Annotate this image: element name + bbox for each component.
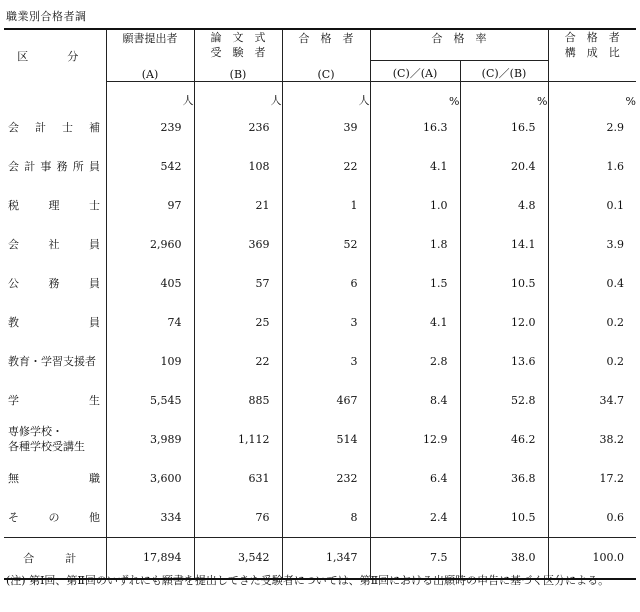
total-ca: 7.5 bbox=[370, 537, 460, 579]
row-c: 39 bbox=[282, 108, 370, 147]
row-share: 0.6 bbox=[606, 510, 624, 524]
row-label-line1: 専修学校・ bbox=[8, 425, 63, 438]
occupation-table bbox=[4, 28, 636, 580]
table-row bbox=[4, 108, 636, 147]
row-b: 108 bbox=[194, 147, 282, 186]
row-label-text: 会 計 事 務 所 員 bbox=[8, 160, 100, 173]
row-share: 1.6 bbox=[606, 159, 624, 173]
row-a: 109 bbox=[106, 342, 194, 381]
row-c: 1 bbox=[282, 186, 370, 225]
row-label bbox=[4, 147, 106, 186]
row-label bbox=[4, 381, 106, 420]
unit-cell: 人 bbox=[106, 81, 194, 108]
table-row bbox=[4, 498, 636, 538]
row-ca: 8.4 bbox=[370, 381, 460, 420]
row-a: 3,600 bbox=[106, 459, 194, 498]
row-share: 17.2 bbox=[599, 471, 624, 485]
row-b: 22 bbox=[194, 342, 282, 381]
total-c: 1,347 bbox=[282, 537, 370, 579]
table-title: 職業別合格者調 bbox=[6, 10, 87, 23]
row-a: 3,989 bbox=[106, 420, 194, 459]
table-row bbox=[4, 264, 636, 303]
unit-cell: 人 bbox=[194, 81, 282, 108]
unit-cell: 人 bbox=[282, 81, 370, 108]
row-cb: 46.2 bbox=[460, 420, 548, 459]
row-c: 3 bbox=[282, 342, 370, 381]
footnote bbox=[6, 573, 634, 588]
table-body bbox=[4, 108, 636, 538]
row-cb: 36.8 bbox=[460, 459, 548, 498]
row-cb: 20.4 bbox=[460, 147, 548, 186]
row-share: 0.1 bbox=[606, 198, 624, 212]
total-label: 合 計 bbox=[4, 537, 106, 579]
table-row bbox=[4, 420, 636, 459]
row-cb: 12.0 bbox=[460, 303, 548, 342]
table-row bbox=[4, 303, 636, 342]
header-share-line2: 構 成 比 bbox=[564, 46, 620, 59]
row-label bbox=[4, 420, 106, 459]
table-row bbox=[4, 147, 636, 186]
unit-cell: % bbox=[370, 81, 460, 108]
row-label-text: 教 員 bbox=[8, 316, 100, 329]
table-row bbox=[4, 459, 636, 498]
total-cb: 38.0 bbox=[460, 537, 548, 579]
header-rate-ca: (C)／(A) bbox=[370, 60, 460, 81]
row-cb: 16.5 bbox=[460, 108, 548, 147]
row-label-text: 学 生 bbox=[8, 394, 100, 407]
row-ca: 12.9 bbox=[370, 420, 460, 459]
row-ca: 2.8 bbox=[370, 342, 460, 381]
row-c: 3 bbox=[282, 303, 370, 342]
units-row bbox=[4, 81, 636, 108]
row-label bbox=[4, 108, 106, 147]
row-label-text: 税 理 士 bbox=[8, 199, 100, 212]
row-ca: 6.4 bbox=[370, 459, 460, 498]
unit-cell: % bbox=[625, 94, 636, 108]
row-b: 631 bbox=[194, 459, 282, 498]
row-a: 97 bbox=[106, 186, 194, 225]
row-share: 0.2 bbox=[606, 354, 624, 368]
row-b: 76 bbox=[194, 498, 282, 538]
row-share: 0.2 bbox=[606, 315, 624, 329]
row-ca: 16.3 bbox=[370, 108, 460, 147]
header-passed-code: (C) bbox=[282, 60, 370, 81]
row-cb: 14.1 bbox=[460, 225, 548, 264]
row-b: 236 bbox=[194, 108, 282, 147]
row-a: 239 bbox=[106, 108, 194, 147]
header-share-blank bbox=[548, 60, 636, 81]
units-blank bbox=[4, 81, 106, 108]
row-b: 25 bbox=[194, 303, 282, 342]
row-b: 21 bbox=[194, 186, 282, 225]
row-label-text: 会 計 士 補 bbox=[8, 121, 100, 134]
row-cb: 13.6 bbox=[460, 342, 548, 381]
row-c: 52 bbox=[282, 225, 370, 264]
table-row bbox=[4, 381, 636, 420]
row-c: 8 bbox=[282, 498, 370, 538]
row-ca: 4.1 bbox=[370, 147, 460, 186]
row-c: 22 bbox=[282, 147, 370, 186]
row-a: 542 bbox=[106, 147, 194, 186]
row-label bbox=[4, 264, 106, 303]
row-share: 34.7 bbox=[599, 393, 624, 407]
header-examinees bbox=[194, 29, 282, 60]
row-c: 232 bbox=[282, 459, 370, 498]
row-label bbox=[4, 186, 106, 225]
row-a: 5,545 bbox=[106, 381, 194, 420]
row-share: 38.2 bbox=[599, 432, 624, 446]
row-cb: 52.8 bbox=[460, 381, 548, 420]
header-rate: 合 格 率 bbox=[370, 29, 548, 60]
header-share-line1: 合 格 者 bbox=[564, 31, 620, 44]
row-cb: 10.5 bbox=[460, 264, 548, 303]
row-label-text: 会 社 員 bbox=[8, 238, 100, 251]
row-share: 2.9 bbox=[606, 120, 624, 134]
header-category: 区 分 bbox=[4, 29, 106, 81]
header-examinees-line2: 受 験 者 bbox=[210, 46, 266, 59]
header-applicants: 願書提出者 bbox=[106, 29, 194, 60]
row-a: 334 bbox=[106, 498, 194, 538]
header-applicants-code: (A) bbox=[106, 60, 194, 81]
row-cb: 10.5 bbox=[460, 498, 548, 538]
row-ca: 1.8 bbox=[370, 225, 460, 264]
row-label bbox=[4, 303, 106, 342]
header-examinees-line1: 論 文 式 bbox=[210, 31, 266, 44]
header-passed: 合 格 者 bbox=[282, 29, 370, 60]
footnote-text: (注) 第Ⅰ回、第Ⅱ回のいずれにも願書を提出してきた受験者については、第Ⅱ回における出願時の申告に基づく区分による。 bbox=[6, 574, 610, 587]
row-b: 1,112 bbox=[194, 420, 282, 459]
row-label bbox=[4, 342, 106, 381]
row-b: 369 bbox=[194, 225, 282, 264]
row-label-text: 無 職 bbox=[8, 472, 100, 485]
header-examinees-code: (B) bbox=[194, 60, 282, 81]
row-label-text: 教育・学習支援者 bbox=[8, 355, 96, 368]
row-ca: 1.0 bbox=[370, 186, 460, 225]
row-share: 0.4 bbox=[606, 276, 624, 290]
row-label-text: 公 務 員 bbox=[8, 277, 100, 290]
table-row bbox=[4, 186, 636, 225]
row-label bbox=[4, 459, 106, 498]
row-label bbox=[4, 498, 106, 538]
table-row bbox=[4, 342, 636, 381]
row-label bbox=[4, 225, 106, 264]
row-share: 3.9 bbox=[606, 237, 624, 251]
row-c: 467 bbox=[282, 381, 370, 420]
total-a: 17,894 bbox=[106, 537, 194, 579]
row-ca: 1.5 bbox=[370, 264, 460, 303]
row-ca: 4.1 bbox=[370, 303, 460, 342]
row-label-text: そ の 他 bbox=[8, 511, 100, 524]
row-c: 514 bbox=[282, 420, 370, 459]
row-a: 405 bbox=[106, 264, 194, 303]
table-row bbox=[4, 225, 636, 264]
header-share bbox=[548, 29, 636, 60]
total-share: 100.0 bbox=[548, 537, 636, 579]
row-label-line2: 各種学校受講生 bbox=[8, 440, 85, 453]
row-a: 74 bbox=[106, 303, 194, 342]
row-b: 57 bbox=[194, 264, 282, 303]
row-b: 885 bbox=[194, 381, 282, 420]
row-a: 2,960 bbox=[106, 225, 194, 264]
unit-cell: % bbox=[460, 81, 548, 108]
row-c: 6 bbox=[282, 264, 370, 303]
row-cb: 4.8 bbox=[460, 186, 548, 225]
total-b: 3,542 bbox=[194, 537, 282, 579]
row-ca: 2.4 bbox=[370, 498, 460, 538]
header-rate-cb: (C)／(B) bbox=[460, 60, 548, 81]
